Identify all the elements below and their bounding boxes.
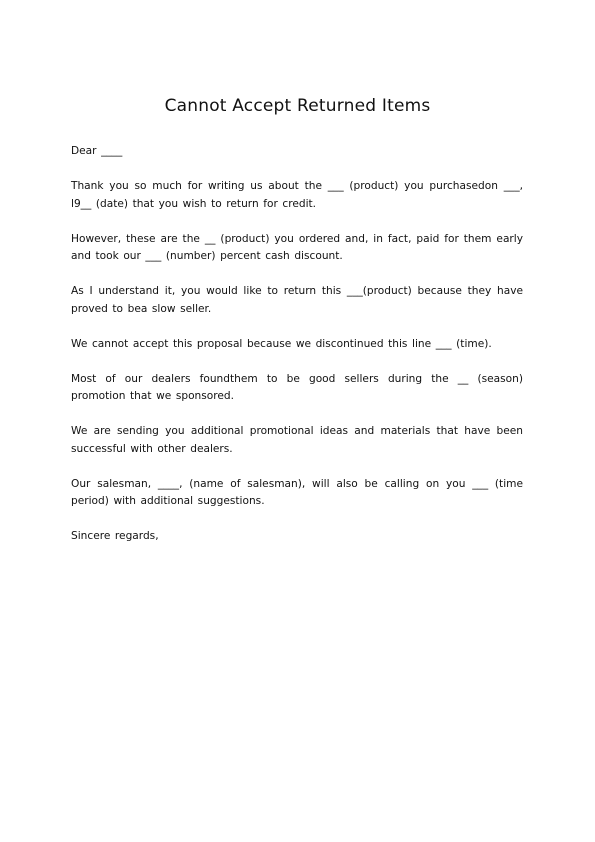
letter-title: Cannot Accept Returned Items [164, 96, 431, 116]
salutation: Dear ____ [71, 145, 123, 157]
letter-body [71, 143, 523, 563]
paragraph-7: Our salesman, ____, (name of salesman), will also be calling on you ___ (time period) with additional suggestions. [71, 477, 523, 507]
paragraph-2: However, these are the __ (product) you ordered and, in fact, paid for them early and took our ___ (number) percent cash discount. [71, 232, 523, 262]
paragraph-5: Most of our dealers foundthem to be good sellers during the __ (season) promotion that we sponsored. [71, 372, 523, 402]
paragraph-3: As I understand it, you would like to return this ___(product) because they have proved to bea slow seller. [71, 285, 523, 315]
closing: Sincere regards, [71, 530, 159, 542]
paragraph-4: We cannot accept this proposal because we discontinued this line ___ (time). [71, 337, 492, 350]
paragraph-6: We are sending you additional promotional ideas and materials that have been successful with other dealers. [71, 425, 523, 455]
paragraph-1: Thank you so much for writing us about the ___ (product) you purchasedon ___, l9__ (date) that you wish to return for credit. [71, 180, 523, 210]
